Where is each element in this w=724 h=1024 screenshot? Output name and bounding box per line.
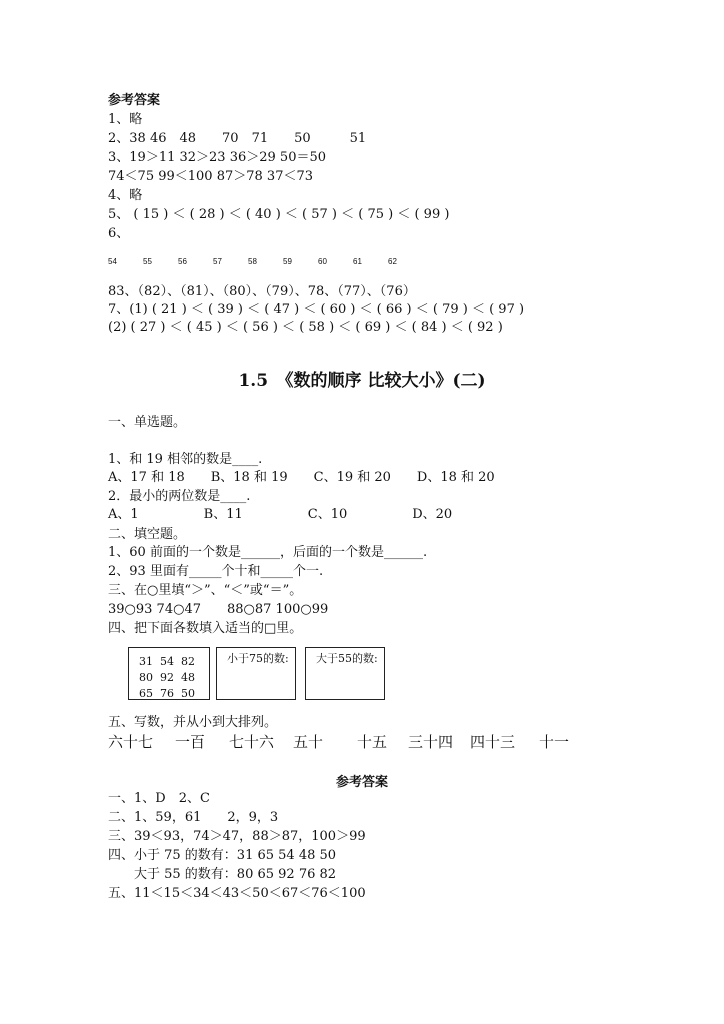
answer-line: 7、(1) ( 21 ) ＜ ( 39 ) ＜ ( 47 ) ＜ ( 60 ) ＜ ( 66 ) ＜ ( 79 ) ＜ ( 97 ) <box>108 302 525 317</box>
number-label: 61 <box>353 257 362 266</box>
number-label: 57 <box>213 257 222 266</box>
answers-bottom-title: 参考答案 <box>335 775 388 790</box>
chinese-number: 七十六 <box>229 733 275 751</box>
number-label: 59 <box>283 257 292 266</box>
chinese-number: 六十七 <box>108 733 154 751</box>
number-source-box <box>128 647 210 700</box>
answer-line: (2) ( 27 ) ＜ ( 45 ) ＜ ( 56 ) ＜ ( 58 ) ＜ ( 69 ) ＜ ( 84 ) ＜ ( 92 ) <box>108 320 503 335</box>
answer-line: 五、11＜15＜34＜43＜50＜67＜76＜100 <box>108 886 366 901</box>
exercise-heading: 四、把下面各数填入适当的□里。 <box>108 621 303 636</box>
chinese-number: 十五 <box>357 733 388 751</box>
exercise-line: A、1 B、11 C、10 D、20 <box>108 507 453 522</box>
number-cell: 31 <box>139 655 153 668</box>
box-label: 小于75的数: <box>227 652 289 665</box>
exercise-line: A、17 和 18 B、18 和 19 C、19 和 20 D、18 和 20 <box>108 470 495 485</box>
exercise-line: 1、60 前面的一个数是______，后面的一个数是______. <box>108 545 428 560</box>
chinese-number: 五十 <box>293 733 324 751</box>
answer-line: 四、小于 75 的数有：31 65 54 48 50 <box>108 848 337 863</box>
less-than-75-box <box>216 647 296 700</box>
number-cell: 82 <box>181 655 195 668</box>
answer-line: 4、略 <box>108 188 143 203</box>
answer-line: 3、19＞11 32＞23 36＞29 50＝50 <box>108 150 327 165</box>
chinese-number: 十一 <box>539 733 570 751</box>
number-cell: 76 <box>160 687 174 700</box>
exercise-heading: 三、在○里填“＞”、“＜”或“＝”。 <box>108 583 303 598</box>
exercise-line: 39○93 74○47 88○87 100○99 <box>108 602 329 617</box>
exercise-line: 1、和 19 相邻的数是____. <box>108 452 263 467</box>
number-cell: 50 <box>181 687 195 700</box>
number-label: 54 <box>108 257 117 266</box>
exercise-line: 2．最小的两位数是____. <box>108 489 251 504</box>
number-label: 60 <box>318 257 327 266</box>
answer-line: 74＜75 99＜100 87＞78 37＜73 <box>108 169 314 184</box>
exercise-heading: 二、填空题。 <box>108 527 187 542</box>
number-cell: 92 <box>160 671 174 684</box>
number-grid <box>139 654 202 702</box>
answer-line: 5、 ( 15 ) ＜ ( 28 ) ＜ ( 40 ) ＜ ( 57 ) ＜ ( 75 ) ＜ ( 99 ) <box>108 207 450 222</box>
number-cell: 48 <box>181 671 195 684</box>
exercise-line: 2、93 里面有_____个十和_____个一. <box>108 564 324 579</box>
answer-line: 三、39＜93，74＞47，88＞87，100＞99 <box>108 829 366 844</box>
answer-line: 一、1、D 2、C <box>108 791 210 806</box>
chinese-number: 三十四 <box>408 733 454 751</box>
box-label: 大于55的数: <box>316 652 378 665</box>
answer-line: 1、略 <box>108 112 143 127</box>
number-row <box>139 670 202 686</box>
answers-top-title: 参考答案 <box>108 93 161 108</box>
number-cell: 65 <box>139 687 153 700</box>
number-cell: 80 <box>139 671 153 684</box>
number-label: 62 <box>388 257 397 266</box>
number-label: 56 <box>178 257 187 266</box>
answer-line: 2、38 46 48 70 71 50 51 <box>108 131 367 146</box>
answer-line: 大于 55 的数有：80 65 92 76 82 <box>108 867 337 882</box>
greater-than-55-box <box>305 647 385 700</box>
answer-line: 6、 <box>108 226 130 241</box>
number-label: 55 <box>143 257 152 266</box>
number-row <box>139 654 202 670</box>
section-title: 1.5 《数的顺序 比较大小》(二) <box>238 371 486 391</box>
exercise-heading: 一、单选题。 <box>108 415 187 430</box>
number-label: 58 <box>248 257 257 266</box>
exercise-heading: 五、写数，并从小到大排列。 <box>108 715 278 730</box>
answer-line: 83、（82）、（81）、（80）、（79）、78、（77）、（76） <box>108 284 416 299</box>
chinese-number: 一百 <box>175 733 206 751</box>
answer-line: 二、1、59，61 2，9，3 <box>108 810 279 825</box>
chinese-number: 四十三 <box>470 733 516 751</box>
number-row <box>139 686 202 702</box>
number-cell: 54 <box>160 655 174 668</box>
